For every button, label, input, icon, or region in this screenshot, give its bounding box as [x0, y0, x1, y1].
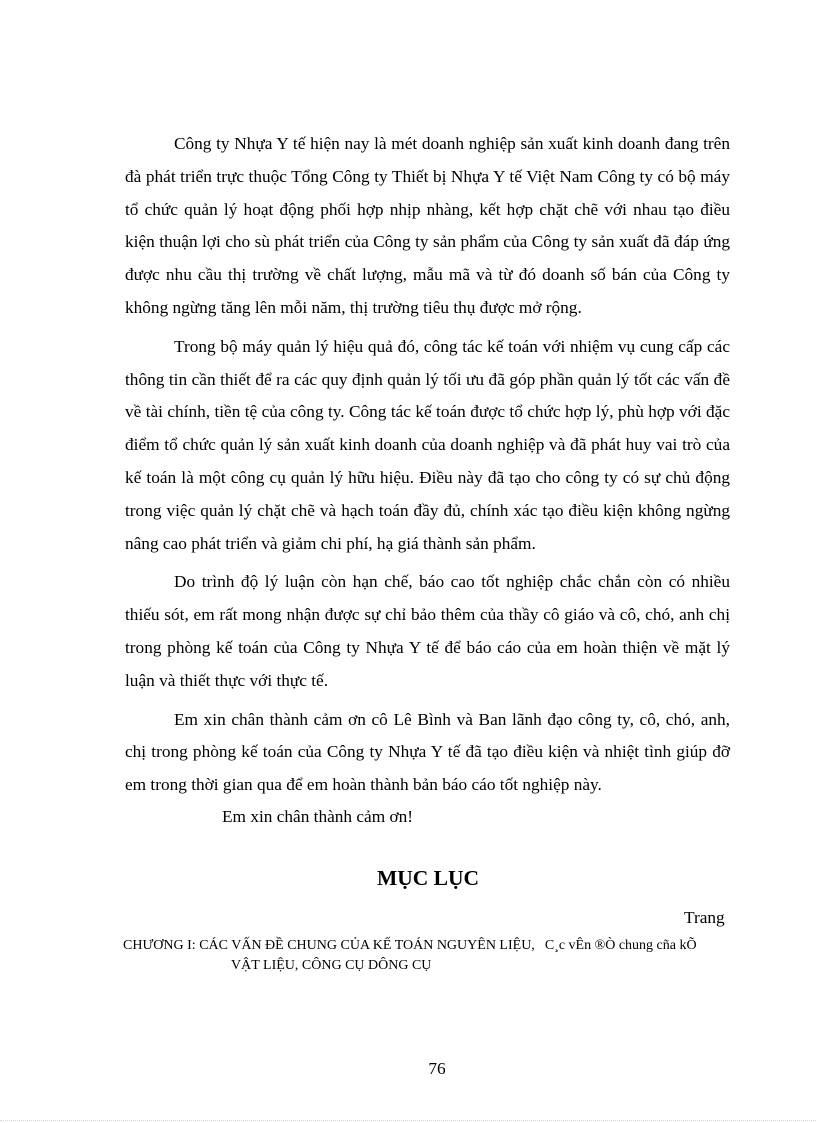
- toc-entry-title-continued: VẬT LIỆU, CÔNG CỤ DÔNG CỤ: [231, 958, 432, 973]
- toc-entry-line1-wrap: [123, 936, 697, 956]
- toc-page-column-label: Trang: [684, 908, 725, 927]
- page-number: 76: [428, 1059, 446, 1078]
- paragraph: Em xin chân thành cảm ơn cô Lê Bình và Ban lãnh đạo công ty, cô, chó, anh, chị trong phòng kế toán của Công ty Nhựa Y tế đã tạo điều kiện và nhiệt tình giúp đỡ em trong thời gian qua để em hoàn thành bản báo cáo tốt nghiệp này.: [125, 709, 730, 795]
- toc-entry[interactable]: [123, 936, 697, 976]
- paragraph: Trong bộ máy quản lý hiệu quả đó, công tác kế toán với nhiệm vụ cung cấp các thông tin cần thiết để ra các quy định quản lý tối ưu đã góp phần quản lý tốt các vấn đề về tài chính, tiền tệ của công ty. Công tác kế toán được tổ chức hợp lý, phù hợp với đặc điểm tổ chức quản lý sản xuất kinh doanh của doanh nghiệp và đã phát huy vai trò của kế toán là một công cụ quản lý hữu hiệu. Điều này đã tạo cho công ty có sự chủ động trong việc quản lý chặt chẽ và hạch toán đầy đủ, chính xác tạo điều kiện không ngừng nâng cao phát triển và giảm chi phí, hạ giá thành sản phẩm.: [125, 336, 730, 553]
- paragraph: Công ty Nhựa Y tế hiện nay là mét doanh nghiệp sản xuất kinh doanh đang trên đà phát triển trực thuộc Tổng Công ty Thiết bị Nhựa Y tế Việt Nam Công ty có bộ máy tổ chức quản lý hoạt động phối hợp nhịp nhàng, kết hợp chặt chẽ với nhau tạo điều kiện thuận lợi cho sù phát triển của Công ty sản phẩm của Công ty sản xuất đã đáp ứng được nhu cầu thị trường về chất lượng, mẫu mã và từ đó doanh số bán của Công ty không ngừng tăng lên mỗi năm, thị trường tiêu thụ được mở rộng.: [125, 134, 730, 317]
- toc-entry-garbled-text: C¸c vÊn ®Ò chung cña kÕ: [544, 938, 697, 953]
- paragraph: Do trình độ lý luận còn hạn chế, báo cao tốt nghiệp chắc chắn còn có nhiều thiếu sót, em rất mong nhận được sự chỉ bảo thêm của thầy cô giáo và cô, chó, anh chị trong phòng kế toán của Công ty Nhựa Y tế để báo cáo của em hoàn thiện về mặt lý luận và thiết thực với thực tế.: [125, 572, 730, 690]
- toc-entry-title: CHƯƠNG I: CÁC VẤN ĐỀ CHUNG CỦA KẾ TOÁN NGUYÊN LIỆU,: [123, 938, 535, 953]
- closing-thanks: Em xin chân thành cảm ơn!: [222, 807, 414, 826]
- body-text: [125, 128, 730, 808]
- footer-divider: [0, 1120, 816, 1121]
- toc-title: MỤC LỤC: [376, 866, 480, 890]
